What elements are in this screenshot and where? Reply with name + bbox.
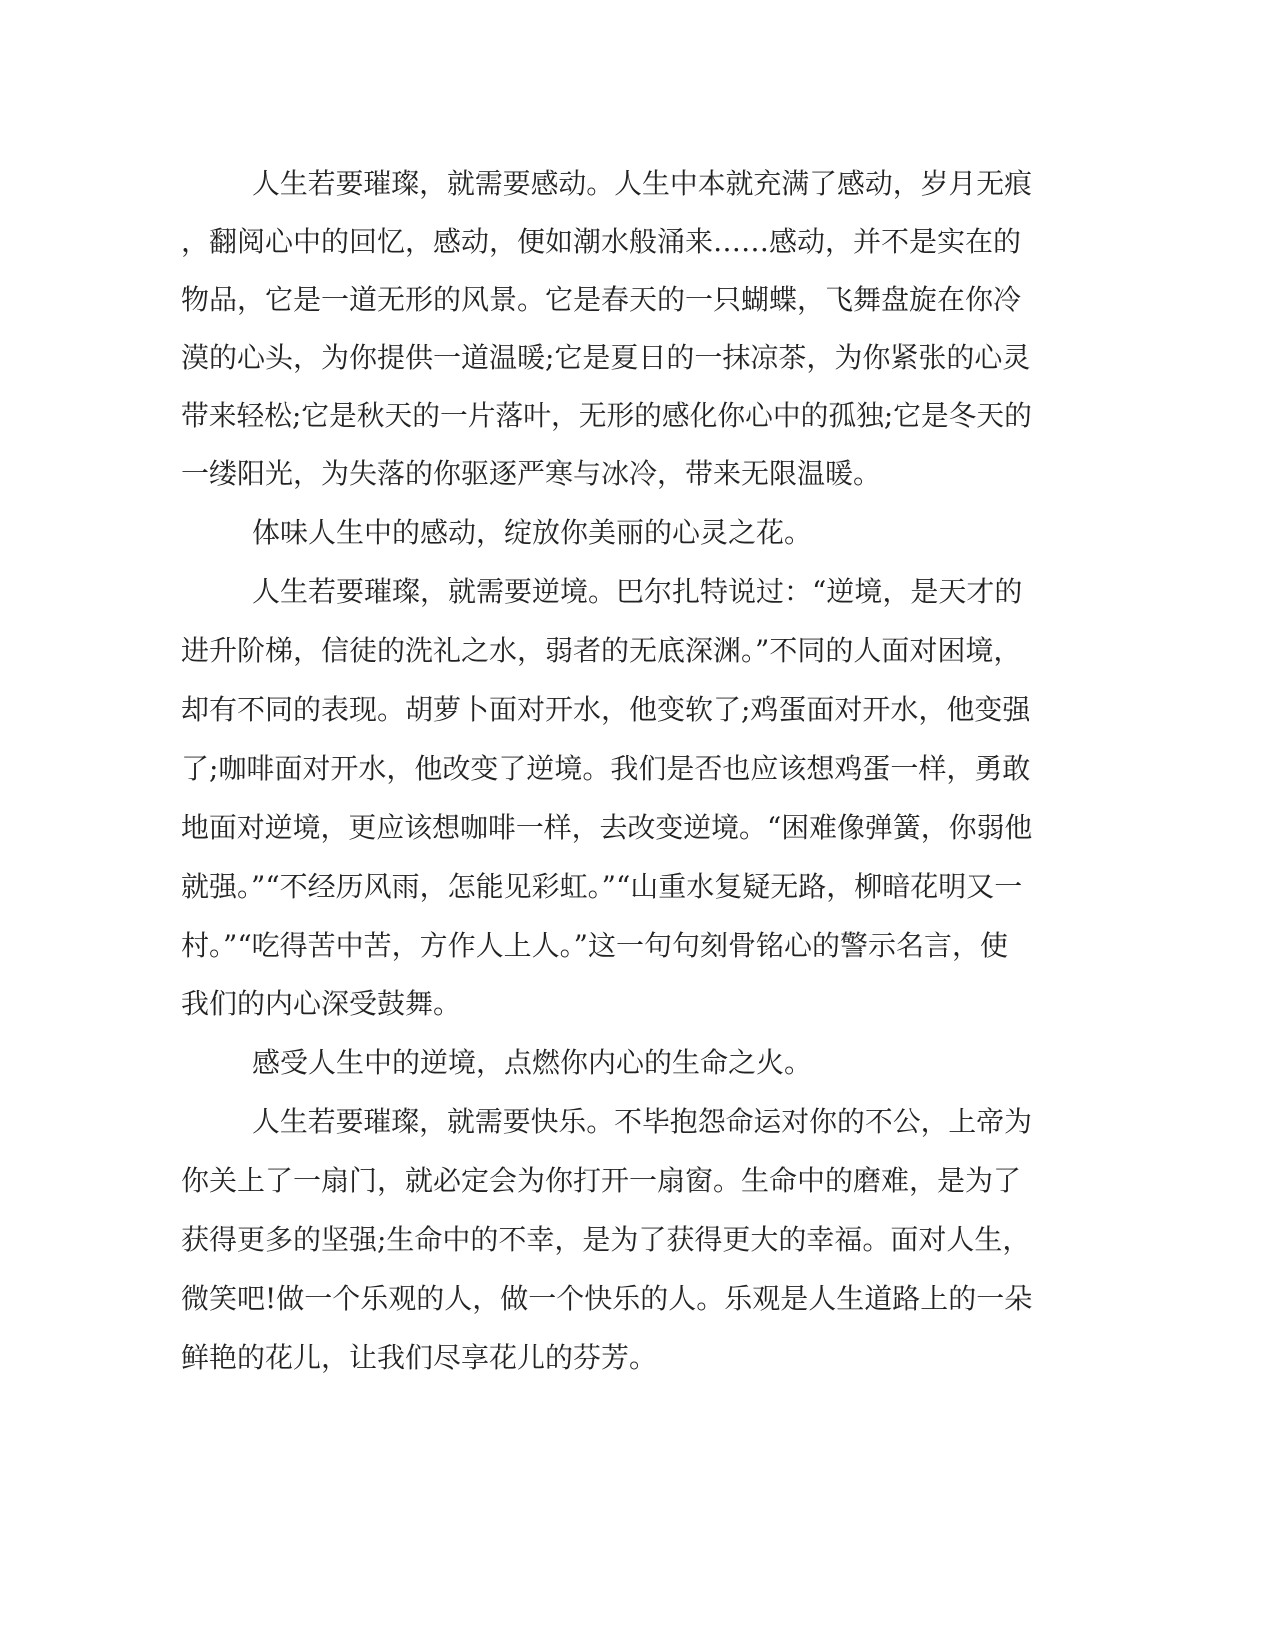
text-line: 微笑吧!做一个乐观的人，做一个快乐的人。乐观是人生道路上的一朵	[181, 1282, 1033, 1315]
text-line: 村。”“吃得苦中苦，方作人上人。”这一句句刻骨铭心的警示名言，使	[181, 929, 1008, 962]
text-line: 带来轻松;它是秋天的一片落叶，无形的感化你心中的孤独;它是冬天的	[181, 399, 1032, 432]
text-line: 感受人生中的逆境，点燃你内心的生命之火。	[252, 1046, 813, 1079]
text-line: ，翻阅心中的回忆，感动，便如潮水般涌来……感动，并不是实在的	[181, 225, 1022, 258]
text-line: 我们的内心深受鼓舞。	[181, 987, 462, 1020]
text-line: 地面对逆境，更应该想咖啡一样，去改变逆境。“困难像弹簧，你弱他	[181, 811, 1033, 844]
text-line: 获得更多的坚强;生命中的不幸，是为了获得更大的幸福。面对人生，	[181, 1223, 1031, 1256]
text-line: 体味人生中的感动，绽放你美丽的心灵之花。	[252, 516, 813, 549]
text-line: 物品，它是一道无形的风景。它是春天的一只蝴蝶，飞舞盘旋在你冷	[181, 283, 1022, 316]
text-line: 人生若要璀璨，就需要感动。人生中本就充满了感动，岁月无痕	[252, 167, 1033, 200]
text-line: 鲜艳的花儿，让我们尽享花儿的芬芳。	[181, 1341, 658, 1374]
text-line: 却有不同的表现。胡萝卜面对开水，他变软了;鸡蛋面对开水，他变强	[181, 693, 1031, 726]
text-line: 人生若要璀璨，就需要逆境。巴尔扎特说过：“逆境，是天才的	[252, 575, 1023, 608]
text-line: 一缕阳光，为失落的你驱逐严寒与冰冷，带来无限温暖。	[181, 457, 882, 490]
text-line: 进升阶梯，信徒的洗礼之水，弱者的无底深渊。”不同的人面对困境，	[181, 634, 1022, 667]
text-line: 漠的心头，为你提供一道温暖;它是夏日的一抹凉茶，为你紧张的心灵	[181, 341, 1031, 374]
text-line: 就强。”“不经历风雨，怎能见彩虹。”“山重水复疑无路，柳暗花明又一	[181, 870, 1023, 903]
text-line: 人生若要璀璨，就需要快乐。不毕抱怨命运对你的不公，上帝为	[252, 1105, 1033, 1138]
text-line: 了;咖啡面对开水，他改变了逆境。我们是否也应该想鸡蛋一样，勇敢	[181, 752, 1031, 785]
text-line: 你关上了一扇门，就必定会为你打开一扇窗。生命中的磨难，是为了	[181, 1164, 1022, 1197]
